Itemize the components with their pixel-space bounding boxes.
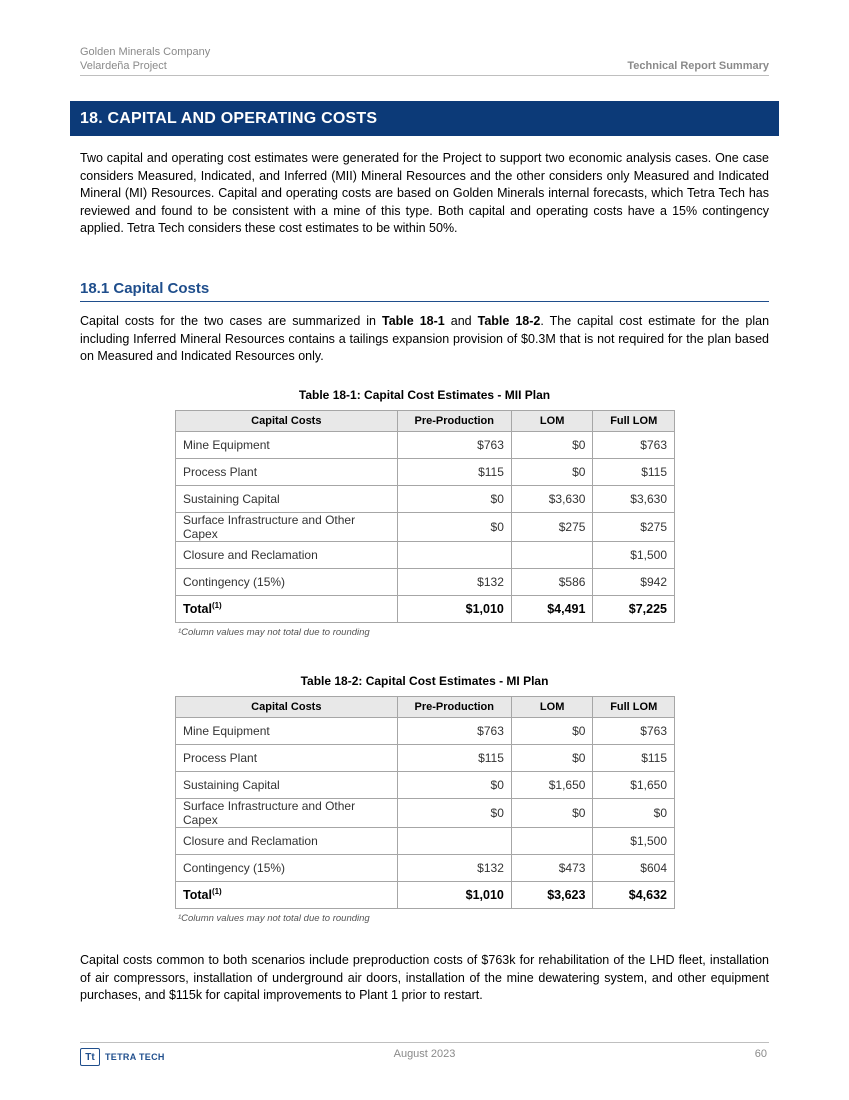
logo-wordmark: TETRA TECH (105, 1052, 165, 1062)
subsection-divider (80, 301, 769, 302)
table-cell (397, 828, 511, 855)
table-cell: $3,630 (511, 486, 593, 513)
table-cell: $0 (593, 799, 675, 828)
table-cell: $1,650 (593, 772, 675, 799)
document-type: Technical Report Summary (627, 60, 769, 72)
table-cell: $3,623 (511, 882, 593, 909)
table-cell: $4,632 (593, 882, 675, 909)
row-label: Surface Infrastructure and Other Capex (176, 513, 398, 542)
table-row (176, 745, 675, 772)
table-cell: $0 (511, 745, 593, 772)
table-cell: $1,010 (397, 596, 511, 623)
table-cell (397, 542, 511, 569)
row-label: Sustaining Capital (176, 486, 398, 513)
tt-logo-icon: Tt (80, 1048, 100, 1066)
table-cell: $0 (397, 772, 511, 799)
running-header-left (80, 45, 210, 73)
closing-paragraph: Capital costs common to both scenarios include preproduction costs of $763k for rehabilitation of the LHD fleet, installation of air compressors, installation of underground air doors, installation of the mine dewatering system, and other equipment purchases, and $115k for capital improvements to Plant 1 prior to restart. (80, 953, 769, 1002)
header-divider (80, 75, 769, 76)
table-cell: $586 (511, 569, 593, 596)
table-cell: $763 (593, 432, 675, 459)
table-row (176, 432, 675, 459)
column-header: Pre-Production (397, 411, 511, 432)
column-header: Capital Costs (176, 697, 398, 718)
table-reference-2: Table 18-2 (477, 314, 541, 328)
project-name: Velardeña Project (80, 60, 167, 72)
table-header-row (176, 697, 675, 718)
table-cell: $763 (397, 432, 511, 459)
table-cell: $1,500 (593, 828, 675, 855)
footnote-marker: (1) (211, 601, 222, 611)
company-name: Golden Minerals Company (80, 46, 211, 58)
table-header-row (176, 411, 675, 432)
table-cell: $115 (397, 459, 511, 486)
table-cell (511, 828, 593, 855)
table-total-row (176, 596, 675, 623)
table-cell: $1,650 (511, 772, 593, 799)
column-header: LOM (511, 411, 593, 432)
table-cell: $0 (511, 432, 593, 459)
table-row (176, 459, 675, 486)
table-cell (511, 542, 593, 569)
table-cell: $132 (397, 855, 511, 882)
row-label: Contingency (15%) (176, 855, 398, 882)
table-cell: $0 (397, 513, 511, 542)
row-label: Total$^{(1)}$ (176, 596, 398, 623)
column-header: Full LOM (593, 697, 675, 718)
table-row (176, 569, 675, 596)
table-row (176, 513, 675, 542)
capital-cost-table-mii (175, 410, 675, 623)
capital-costs-paragraph: Capital costs for the two cases are summarized in Table 18-1 and Table 18-2. The capital cost estimate for the plan including Inferred Mineral Resources contains a tailings expansion provision of $0.3M that is not required for the plan based on Measured and Indicated Resources only. (80, 314, 770, 363)
table-cell: $115 (397, 745, 511, 772)
footer-date: August 2023 (393, 1048, 456, 1060)
table-cell: $3,630 (593, 486, 675, 513)
table-cell: $1,010 (397, 882, 511, 909)
capital-cost-table-mi (175, 696, 675, 909)
table-footnote: ¹Column values may not total due to rounding (178, 913, 370, 924)
table-cell: $0 (511, 459, 593, 486)
table-cell: $7,225 (593, 596, 675, 623)
section-heading: 18. CAPITAL AND OPERATING COSTS (70, 101, 779, 136)
column-header: Full LOM (593, 411, 675, 432)
table-cell: $0 (397, 799, 511, 828)
table-row (176, 828, 675, 855)
row-label: Closure and Reclamation (176, 542, 398, 569)
table-cell: $763 (397, 718, 511, 745)
table-row (176, 855, 675, 882)
row-label: Sustaining Capital (176, 772, 398, 799)
table-cell: $4,491 (511, 596, 593, 623)
table-cell: $0 (511, 718, 593, 745)
table-cell: $763 (593, 718, 675, 745)
row-label: Closure and Reclamation (176, 828, 398, 855)
table-cell: $0 (511, 799, 593, 828)
row-label: Surface Infrastructure and Other Capex (176, 799, 398, 828)
footer-divider (80, 1042, 769, 1043)
row-label: Contingency (15%) (176, 569, 398, 596)
table-total-row (176, 882, 675, 909)
table-cell: $604 (593, 855, 675, 882)
table-caption: Table 18-2: Capital Cost Estimates - MI Plan (300, 674, 549, 688)
table-cell: $132 (397, 569, 511, 596)
table-reference-1: Table 18-1 (382, 314, 445, 328)
column-header: Pre-Production (397, 697, 511, 718)
column-header: LOM (511, 697, 593, 718)
table-cell: $115 (593, 745, 675, 772)
table-cell: $0 (397, 486, 511, 513)
table-cell: $473 (511, 855, 593, 882)
row-label: Mine Equipment (176, 718, 398, 745)
table-row (176, 772, 675, 799)
section-intro-paragraph: Two capital and operating cost estimates were generated for the Project to support two economic analysis cases. One case considers Measured, Indicated, and Inferred (MII) Mineral Resources and the other considers only Measured and Indicated Mineral (MI) Resources. Capital and operating costs are based on Golden Minerals internal forecasts, which Tetra Tech has reviewed and found to be consistent with a mine of this type. Both capital and operating costs have a 15% contingency applied. Tetra Tech considers these cost estimates to be within 50%. (80, 151, 769, 235)
table-row (176, 799, 675, 828)
table-cell: $942 (593, 569, 675, 596)
row-label: Process Plant (176, 459, 398, 486)
row-label: Total$^{(1)}$ (176, 882, 398, 909)
row-label: Mine Equipment (176, 432, 398, 459)
table-row (176, 718, 675, 745)
table-row (176, 486, 675, 513)
table-cell: $1,500 (593, 542, 675, 569)
subsection-heading: 18.1 Capital Costs (80, 280, 210, 297)
table-cell: $115 (593, 459, 675, 486)
footnote-marker: (1) (211, 887, 222, 897)
table-row (176, 542, 675, 569)
table-cell: $275 (593, 513, 675, 542)
column-header: Capital Costs (176, 411, 398, 432)
table-caption: Table 18-1: Capital Cost Estimates - MII Plan (298, 388, 551, 402)
row-label: Process Plant (176, 745, 398, 772)
page-number: 60 (754, 1048, 767, 1060)
table-footnote: ¹Column values may not total due to rounding (178, 627, 370, 638)
table-cell: $275 (511, 513, 593, 542)
